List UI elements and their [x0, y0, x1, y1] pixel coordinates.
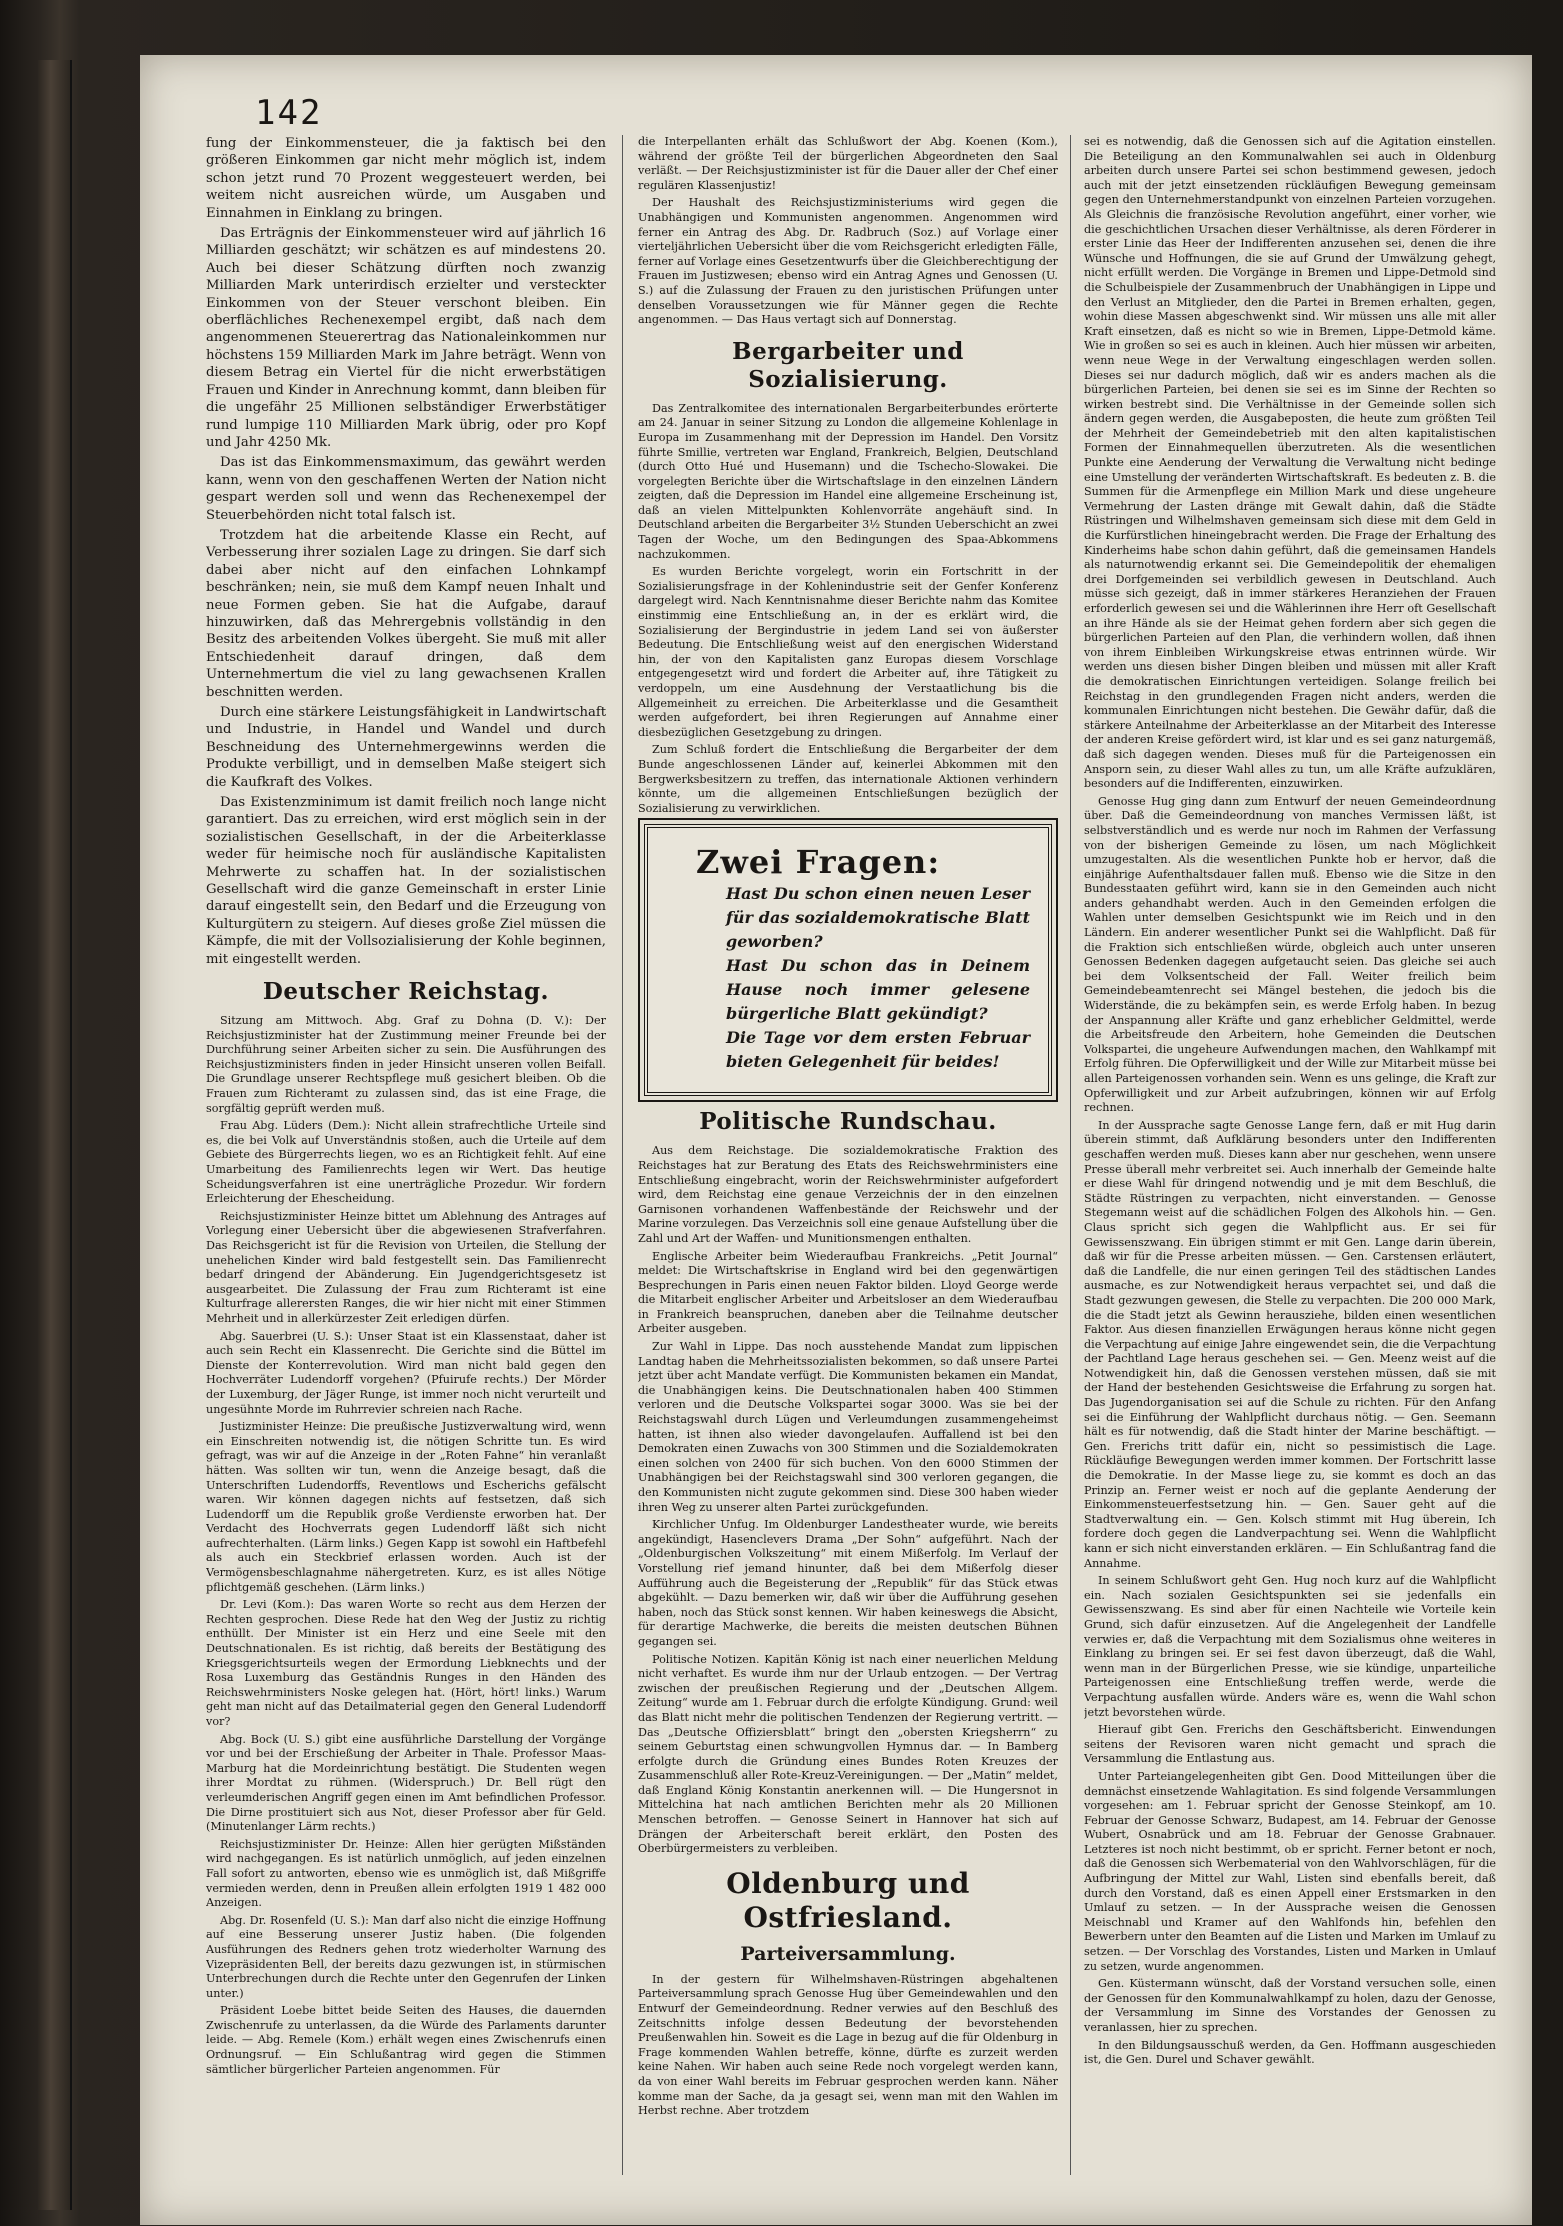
- column-rule: [1070, 135, 1071, 2175]
- bergarbeiter-article: [638, 402, 1058, 817]
- section-heading-bergarbeiter: Bergarbeiter und Sozialisierung.: [732, 337, 964, 393]
- article-paragraph: Englische Arbeiter beim Wiederaufbau Frankreichs. „Petit Journal“ meldet: Die Wirtschaftskrise in England wird bei den gegenwärtigen Besprechungen in Paris einen neuen Faktor bilden. Lloyd George werde die Mitarbeit englischer Arbeiter und Arbeitsloser an dem Wiederaufbau in Frankreich beanspruchen, daneben aber die Teilnahme deutscher Arbeiter ausgeben.: [638, 1249, 1058, 1336]
- report-paragraph: Abg. Dr. Rosenfeld (U. S.): Man darf also nicht die einzige Hoffnung auf eine Besserung unserer Justiz haben. (Die folgenden Ausführungen des Redners gehen trotz wiederholter Warnung des Vizepräsidenten Bell, der bereits dazu gezwungen ist, in stürmischen Unterbrechungen durch die Rechte unter den Gegenrufen der Linken unter.): [206, 1913, 606, 2000]
- article-paragraph: sei es notwendig, daß die Genossen sich auf die Agitation einstellen. Die Beteiligung an den Kommunalwahlen sei auch in Oldenburg arbeiten durch unsere Partei sei schon bestimmend gewesen, jedoch auch mit der jetzt einsetzenden rückläufigen Bewegung gemeinsam gegen den Unternehmerstandpunkt von einzelnen Parteien vorzugehen. Als Gleichnis die französische Revolution angeführt, einer vorher, wie die geschichtlichen Ursachen dieser Verhältnisse, als deren Förderer in erster Linie das Heer der Indifferenten anzusehen sei, denen die ihre Wünsche und Hoffnungen, die sie auf Grund der Umwälzung gehegt, nicht erfüllt werden. Die Vorgänge in Bremen und Lippe-Detmold sind die Schulbeispiele der Zusammenbruch der Unabhängigen in Lippe und den Verlust an Mitglieder, den die Partei in Bremen erhalten, gegen, wohin diese Massen abgeschwenkt sind. Wir müssen uns alle mit aller Kraft einsetzen, daß es nicht so wie in Bremen, Lippe-Detmold käme. Wie in großen so sei es auch in kleinen. Auch hier müssen wir arbeiten, wenn neue Wege in der Verwaltung eingeschlagen werden sollen. Dieses sei nur dadurch möglich, daß wir es anders machen als die bürgerlichen Parteien, bei denen sie sei es im Sinne der Rechten so wirken bestrebt sind. Die Verhältnisse in der Gemeinde sollen sich ändern gegen werden, die Ausgabeposten, die heute zum größten Teil der Mehrheit der Gemeindebetrieb mit den alten kapitalistischen Formen der Einnahmequellen überzutreten. Als die wesentlichen Punkte eine Aenderung der Verwaltung die Verwaltung nicht bedinge eine Umstellung der veränderten Wirtschaftskraft. Es bedeuten z. B. die Summen für die Armenpflege ein Million Mark und diese ungeheure Vermehrung der Lasten dränge mit Gewalt dahin, daß die Städte Rüstringen und Wilhelmshaven gemeinsam sich diese mit dem Geld in die Kurfürstlichen hineingebracht werden. Die Frage der Erhaltung des Kinderheims habe schon dahin geführt, daß die gemeinsamen Handels als naturnotwendig erkannt sei. Die Gemeindepolitik der ehemaligen drei Dorfgemeinden sei verbildlich gewesen in Deutschland. Auch müsse sich gezeigt, daß in immer stärkeres Heranziehen der Frauen erforderlich gewesen sei und die Wählerinnen ihre Herr oft Gesellschaft an ihre Hände als sie der Heimat gehen fordern aber sich gegen die bürgerlichen Parteien auf den Plan, die verhindern wollen, daß ihnen von ihrem Einbleiben Wirkungskreise etwas entrinnen würde. Wir werden uns diesen bisher Dingen bleiben und müssen mit aller Kraft die demokratischen Einrichtungen verteidigen. Solange freilich bei Reichstag in den grundlegenden Fragen nicht anders, werden die kommunalen Einrichtungen nicht bestehen. Die Gewähr dafür, daß die stärkere Anteilnahme der Arbeiterklasse an der Mitarbeit des Interesse der anderen Kreise gefördert wird, ist klar und es sei ganz naturgemäß, daß sich dagegen wenden. Dieses muß für die Parteigenossen ein Ansporn sein, zu dieser Wahl alles zu tun, um alle Kräfte aufzuklären, besonders auf die Indifferenten, einzuwirken.: [1084, 135, 1496, 791]
- article-paragraph: Kirchlicher Unfug. Im Oldenburger Landestheater wurde, wie bereits angekündigt, Hasenclevers Drama „Der Sohn“ aufgeführt. Nach der „Oldenburgischen Volkszeitung“ mit einem Mißerfolg. Im Verlauf der Vorstellung rief jemand hinunter, daß bei dem Mißerfolg dieser Aufführung auch die Begeisterung der „Republik“ für das Stück etwas abgekühlt. — Dazu bemerken wir, daß wir über die Aufführung gesehen haben, noch das Stück sonst kennen. Wir haben keineswegs die Absicht, für derartige Machwerke, die bereits die meisten deutschen Bühnen gegangen sei.: [638, 1518, 1058, 1648]
- section-heading-reichstag: Deutscher Reichstag.: [262, 978, 550, 1006]
- article-paragraph: Politische Notizen. Kapitän König ist nach einer neuerlichen Meldung nicht verhaftet. Es wurde ihm nur der Urlaub entzogen. — Der Vertrag zwischen der preußischen Regierung und der „Deutschen Allgem. Zeitung“ wurde am 1. Februar durch die erfolgte Kündigung. Grund: weil das Blatt nicht mehr die politischen Tendenzen der Regierung vertritt. — Das „Deutsche Offiziersblatt“ bringt den „obersten Kriegsherrn“ zu seinem Geburtstag einen schwungvollen Hymnus dar. — In Bamberg erfolgte durch die Gründung eines Bundes Roten Kreuzes der Zusammenschluß aller Rote-Kreuz-Vereinigungen. — Der „Matin“ meldet, daß England König Konstantin anerkennen will. — Die Hungersnot in Mittelchina hat nach amtlichen Berichten mehr als 20 Millionen Menschen betroffen. — Genosse Seinert in Hannover hat sich auf Drängen der Arbeiterschaft bereit erklärt, den Posten des Oberbürgermeisters zu verbleiben.: [638, 1652, 1058, 1856]
- article-paragraph: Aus dem Reichstage. Die sozialdemokratische Fraktion des Reichstages hat zur Beratung des Etats des Reichswehrministers eine Entschließung eingebracht, worin der Reichswehrminister aufgefordert wird, dem Reichstag eine genaue Verzeichnis der in den einzelnen Garnisonen vorhandenen Waffenbestände der Reichswehr und der Marine vorzulegen. Das Verzeichnis soll eine genaue Aufstellung über die Zahl und Art der Waffen- und Munitionsmengen enthalten.: [638, 1144, 1058, 1245]
- article-paragraph: Gen. Küstermann wünscht, daß der Vorstand versuchen solle, einen der Genossen für den Kommunalwahlkampf zu holen, dazu der Genosse, der Versammlung im Sinne des Vorstandes der Genossen zu veranlassen, hier zu sprechen.: [1084, 1977, 1496, 2034]
- article-paragraph: Trotzdem hat die arbeitende Klasse ein Recht, auf Verbesserung ihrer sozialen Lage zu dringen. Sie darf sich dabei aber nicht auf den einfachen Lohnkampf beschränken; nein, sie muß dem Kampf neuen Inhalt und neue Formen geben. Sie hat die Aufgabe, darauf hinzuwirken, daß das Mehrergebnis vollständig in den Besitz des arbeitenden Volkes übergeht. Sie muß mit aller Entschiedenheit darauf dringen, daß dem Unternehmertum die viel zu lang gewachsenen Krallen beschnitten werden.: [206, 527, 606, 700]
- article-paragraph: In der Aussprache sagte Genosse Lange fern, daß er mit Hug darin überein stimmt, daß Aufklärung besonders unter den Indifferenten geschaffen werden muß. Dieses kann aber nur geschehen, wenn unsere Presse überall mehr verbreitet sei. Auch innerhalb der Gemeinde halte er diese Wahl für dringend notwendig und je mit dem Beschluß, die Städte Rüstringen zu verpachten, nicht einverstanden. — Genosse Stegemann weist auf die schädlichen Folgen des Alkohols hin. — Gen. Claus spricht sich gegen die Wahlpflicht aus. Er sei für Gewissenszwang. Ein übrigen stimmt er mit Gen. Lange darin überein, daß wir für die Presse arbeiten müssen. — Gen. Carstensen erläutert, daß die Landfelle, die nur einen geringen Teil des städtischen Landes ausmache, es zur Notwendigkeit heraus verpachtet sei, und daß die Stadt gezwungen gewesen, die Stelle zu verpachten. Die 200 000 Mark, die die Stadt jetzt als Gewinn herausziehe, bilden einen wesentlichen Faktor. Aus diesen finanziellen Erwägungen heraus könne nicht gegen die Verpachtung auf einige Jahre eingewendet sein, die die Verpachtung der Pachtland Lage heraus geschehen sei. — Gen. Meenz weist auf die Notwendigkeit hin, daß die Genossen verstehen müssen, daß sie mit der Hand der bestehenden Gesichtsweise die Erfahrung zu sorgen hat. Das Jugendorganisation sei auf die Schule zu richten. Für den Anfang sei die Einführung der Wahlpflicht durchaus nötig. — Gen. Seemann hält es für notwendig, daß die Stadt hinter der Marine beschäftigt. — Gen. Frerichs tritt dafür ein, nicht so pessimistisch die Lage. Rückläufige Bewegungen werden immer kommen. Der Fortschritt lasse die Demokratie. In der Masse liege zu, sie kommt es doch an das Prinzip an. Ferner weist er noch auf die geplante Aenderung der Einkommensteuerfestsetzung hin. — Gen. Sauer geht auf die Stadtverwaltung ein. — Gen. Kolsch stimmt mit Hug überein, Ich fordere doch gegen die Landverpachtung sei. Wenn die Wahlpflicht kann er sich nicht einverstanden erklären. — Ein Schlußantrag fand die Annahme.: [1084, 1118, 1496, 1570]
- column-middle: [638, 135, 1058, 2185]
- article-paragraph: Es wurden Berichte vorgelegt, worin ein Fortschritt in der Sozialisierungsfrage in der Kohlenindustrie seit der Genfer Konferenz dargelegt wird. Nach Kenntnisnahme dieser Berichte nahm das Komitee einstimmig eine Entschließung an, in der es erklärt wird, die Sozialisierung der Bergindustrie in jedem Land sei von äußerster Bedeutung. Die Entschließung weist auf den energischen Widerstand hin, der von den Kapitalisten ganz Europas diesem Vorschlage entgegengesetzt wird und fordert die Arbeiter auf, ihre Tätigkeit zu verdoppeln, um eine Ausdehnung der Verstaatlichung bis die Allgemeinheit zu erreichen. Die Arbeiterklasse und die Gesamtheit werden aufgefordert, bei ihren Regierungen auf Annahme einer diesbezüglichen Gesetzgebung zu dringen.: [638, 565, 1058, 739]
- article-paragraph: Das Erträgnis der Einkommensteuer wird auf jährlich 16 Milliarden geschätzt; wir schätzen es auf mindestens 20. Auch bei dieser Schätzung dürften noch zwanzig Milliarden Mark unterirdisch erzielter und versteckter Einkommen von der Steuer verschont bleiben. Ein oberflächliches Rechenexempel ergibt, daß nach dem angenommenen Steuerertrag das Nationaleinkommen nur höchstens 159 Milliarden Mark im Jahre beträgt. Wenn von diesem Betrag ein Viertel für die nicht erwerbstätigen Frauen und Kinder in Anrechnung kommt, dann bleiben für die ungefähr 25 Millionen selbständiger Erwerbstätiger rund lumpige 110 Milliarden Mark übrig, oder pro Kopf und Jahr 4250 Mk.: [206, 226, 606, 450]
- newspaper-page: [140, 55, 1532, 2225]
- ad-line: Hast Du schon einen neuen Leser für das sozialdemokratische Blatt geworben?: [726, 884, 1030, 952]
- report-paragraph: die Interpellanten erhält das Schlußwort der Abg. Koenen (Kom.), während der größte Teil der bürgerlichen Abgeordneten den Saal verläßt. — Der Reichsjustizminister ist für die Dauer aller der Chef einer regulären Klassenjustiz!: [638, 135, 1058, 192]
- ad-line: Hast Du schon das in Deinem Hause noch immer gelesene bürgerliche Blatt gekündigt?: [726, 956, 1030, 1024]
- report-paragraph: Frau Abg. Lüders (Dem.): Nicht allein strafrechtliche Urteile sind es, die bei Volk auf Unverständnis stoßen, auch die Urteile auf dem Gebiete des Bürgerrechts liegen, wo es an Richtigkeit fehlt. Auf eine Umarbeitung des Familienrechts legen wir Wert. Das heutige Scheidungsverfahren ist eine unerträgliche Prozedur. Wir fordern Erleichterung der Ehescheidung.: [206, 1119, 606, 1206]
- reichstag-continuation: [638, 135, 1058, 328]
- article-paragraph: Durch eine stärkere Leistungsfähigkeit in Landwirtschaft und Industrie, in Handel und Wandel und durch Beschneidung des Unternehmergewinns werden die Produkte verbilligt, und in demselben Maße steigert sich die Kaufkraft des Volkes.: [206, 705, 606, 790]
- report-paragraph: Präsident Loebe bittet beide Seiten des Hauses, die dauernden Zwischenrufe zu unterlassen, da die Würde des Parlaments darunter leide. — Abg. Remele (Kom.) erhält wegen eines Zwischenrufs einen Ordnungsruf. — Ein Schlußantrag wird gegen die Stimmen sämtlicher bürgerlicher Parteien angenommen. Für: [206, 2004, 606, 2076]
- article-paragraph: In seinem Schlußwort geht Gen. Hug noch kurz auf die Wahlpflicht ein. Nach sozialen Gesichtspunkten sei sie jedenfalls ein Gewissenszwang. Es sind aber für einen Nachteile wie Vorteile kein Grund, sich dafür einzusetzen. Auf die Angelegenheit der Landfelle verwies er, daß die Verpachtung mit dem Sozialismus ohne weiteres in Einklang zu bringen sei. Er sei fest davon überzeugt, daß die Wahl, wenn man in der Bürgerlichen Presse, wie sie kündige, unparteiliche Parteigenossen eine Entschließung treffen werde, werde die Verpachtung ausfallen würde. Anders wäre es, wenn die Wahl schon jetzt bevorstehen würde.: [1084, 1574, 1496, 1719]
- report-paragraph: Reichsjustizminister Heinze bittet um Ablehnung des Antrages auf Vorlegung einer Uebersicht über die abgewiesenen Strafverfahren. Das Reichsgericht ist für die Revision von Urteilen, die Stellung der unehelichen Kinder wird bald festgestellt sein. Das Familienrecht bedarf dringend der Abänderung. Ein Jugendgerichtsgesetz ist ausgearbeitet. Die Zulassung der Frau zum Richteramt ist eine Kulturfrage allerersten Ranges, die wir hier nicht mit einer Stimmen Mehrheit und in allerkürzester Zeit erledigen dürfen.: [206, 1209, 606, 1325]
- article-paragraph: Unter Parteiangelegenheiten gibt Gen. Dood Mitteilungen über die demnächst einsetzende Wahlagitation. Es sind folgende Versammlungen vorgesehen: am 1. Februar spricht der Genosse Steinkopf, am 10. Februar der Genosse Schwarz, Budapest, am 14. Februar der Genosse Wubert, Osnabrück und am 18. Februar der Genosse Grabnauer. Letzteres ist noch nicht bestimmt, ob er spricht. Ferner betont er noch, daß die Genossen sich Werbematerial von den Wahlvorschlägen, für die Aufbringung der Mittel zur Wahl, Listen sind ebenfalls bereit, daß durch den Vorstand, daß es einen Appell einer Erstsmarken in den Umlauf zu setzen. — In der Aussprache weisen die Genossen Meischnabl und Kramer auf den Wahlfonds hin, befehlen den Bewerbern unter den Beamten auf die Listen und Marken im Umlauf zu setzen. — Der Vorschlag des Vorstandes, Listen und Marken in Umlauf zu setzen, wurde angenommen.: [1084, 1769, 1496, 1973]
- oldenburg-article: [638, 1973, 1058, 2119]
- report-paragraph: Der Haushalt des Reichsjustizministeriums wird gegen die Unabhängigen und Kommunisten angenommen. Angenommen wird ferner ein Antrag des Abg. Dr. Radbruch (Soz.) auf Vorlage einer vierteljährlichen Uebersicht über die vom Reichsgericht erledigten Fälle, ferner auf Vorlage eines Gesetzentwurfs über die Gleichberechtigung der Frauen im Justizwesen; ebenso wird ein Antrag Agnes und Genossen (U. S.) auf die Zulassung der Frauen zu den juristischen Prüfungen unter denselben Voraussetzungen wie für Männer gegen die Rechte angenommen. — Das Haus vertagt sich auf Donnerstag.: [638, 196, 1058, 327]
- section-heading-rundschau: Politische Rundschau.: [699, 1108, 997, 1136]
- report-paragraph: Abg. Bock (U. S.) gibt eine ausführliche Darstellung der Vorgänge vor und bei der Erschießung der Arbeiter in Thale. Professor Maas-Marburg hat die Mordeinrichtung bestätigt. Die Studenten wegen ihrer Mordtat zu rühmen. (Widerspruch.) Dr. Bell rügt den verleumderischen Angriff gegen einen im Amt befindlichen Professor. Die Dirne prostituiert sich aus Not, dieser Professor aber für Geld. (Minutenlanger Lärm rechts.): [206, 1732, 606, 1834]
- article-paragraph: In der gestern für Wilhelmshaven-Rüstringen abgehaltenen Parteiversammlung sprach Genosse Hug über Gemeindewahlen und den Entwurf der Gemeindeordnung. Redner verwies auf den Beschluß des Zeitschnitts infolge dessen Bedeutung der bevorstehenden Preußenwahlen hin. Soweit es die Lage in bezug auf die für Oldenburg in Frage kommenden Wahlen betreffe, könne, dürfte es zurzeit werden keine Nahen. Wir haben auch seine Rede noch vorgelegt werden kann, da von einer Wahl bereits im Februar gesprochen werden kann. Näher komme man der Sache, da ja gesagt sei, wenn man mit den Wahlen im Herbst rechne. Aber trotzdem: [638, 1972, 1058, 2118]
- ad-line: Die Tage vor dem ersten Februar bieten Gelegenheit für beides!: [726, 1028, 1030, 1072]
- article-paragraph: Zur Wahl in Lippe. Das noch ausstehende Mandat zum lippischen Landtag haben die Mehrheitssozialisten bekommen, so daß unsere Partei jetzt über acht Mandate verfügt. Die Kommunisten bekamen ein Mandat, die Unabhängigen keins. Die Deutschnationalen haben 400 Stimmen verloren und die Deutsche Volkspartei sogar 3000. Was sie bei der Reichstagswahl durch Lügen und Verleumdungen zusammengeheimst hatten, ist ihnen also wieder davongelaufen. Auffallend ist bei den Demokraten einen Zuwachs von 300 Stimmen und die Sozialdemokraten einen solchen von 2400 für sich buchen. Von den 6000 Stimmen der Unabhängigen bei der Reichstagswahl sind 300 verloren gegangen, die den Kommunisten nicht zugute gekommen sind. Diese 300 haben wieder ihren Weg zu unserer alten Partei zurückgefunden.: [638, 1340, 1058, 1514]
- report-paragraph: Sitzung am Mittwoch. Abg. Graf zu Dohna (D. V.): Der Reichsjustizminister hat der Zustimmung meiner Freunde bei der Durchführung seiner Arbeiten sicher zu sein. Die Ausführungen des Reichsjustizministers finden in jeder Hinsicht unseren vollen Beifall. Die Grundlage unserer Rechtspflege muß gesichert bleiben. Ob die Frauen zum Richteramt zu zulassen sind, das ist eine Frage, die sorgfältig geprüft werden muß.: [206, 1014, 606, 1115]
- article-paragraph: Das Existenzminimum ist damit freilich noch lange nicht garantiert. Das zu erreichen, wird erst möglich sein in der sozialistischen Gesellschaft, in der die Arbeiterklasse weder für heimische noch für ausländische Kapitalisten Mehrwerte zu schaffen hat. In der sozialistischen Gesellschaft wird die ganze Gemeinschaft in erster Linie darauf eingestellt sein, den Bedarf und die Erzeugung von Kulturgütern zu steigern. Auf dieses große Ziel müssen die Kämpfe, die mit der Vollsozialisierung der Kohle beginnen, mit eingestellt werden.: [206, 795, 606, 967]
- column-right: [1084, 135, 1496, 2185]
- report-paragraph: Justizminister Heinze: Die preußische Justizverwaltung wird, wenn ein Einschreiten notwendig ist, die nötigen Schritte tun. Es wird gefragt, was wir auf die Anzeige in der „Roten Fahne“ hin veranlaßt hätten. Was sollten wir tun, wenn die Anzeige besagt, daß die Unterschriften Ludendorffs, Reventlows und Escherichs gefälscht waren. Wir können dagegen nichts auf festsetzen, daß sich Ludendorff um die Republik große Verdienste erworben hat. Der Verdacht des Hochverrats gegen Ludendorff läßt sich nicht aufrechterhalten. (Lärm links.) Gegen Kapp ist sowohl ein Haftbefehl als auch ein Steckbrief erlassen worden. Auch ist der Vermögensbeschlagnahme nähergetreten. Kurz, es ist alles Nötige pflichtgemäß geschehen. (Lärm links.): [206, 1420, 606, 1594]
- reichstag-report: [206, 1014, 606, 2077]
- article-paragraph: Das ist das Einkommensmaximum, das gewährt werden kann, wenn von den geschaffenen Werten der Nation nicht gespart werden soll und wenn das Rechenexempel der Steuerbehörden nicht total falsch ist.: [206, 455, 606, 523]
- article-paragraph: Hierauf gibt Gen. Frerichs den Geschäftsbericht. Einwendungen seitens der Revisoren waren nicht gemacht und sprach die Versammlung die Entlastung aus.: [1084, 1723, 1496, 1766]
- article-paragraph: Das Zentralkomitee des internationalen Bergarbeiterbundes erörterte am 24. Januar in seiner Sitzung zu London die allgemeine Kohlenlage in Europa im Zusammenhang mit der Depression im Handel. Den Vorsitz führte Smillie, vertreten war England, Frankreich, Belgien, Deutschland (durch Otto Hué und Husemann) und die Tschecho-Slowakei. Die vorgelegten Berichte über die Wirtschaftslage in den einzelnen Ländern zeigten, daß die Depression im Handel eine allgemeine Erscheinung ist, daß an vielen Mittelpunkten Kohlenvorräte angehäuft sind. In Deutschland arbeiten die Bergarbeiter 3½ Stunden Ueberschicht an zwei Tagen der Woche, um den Bedingungen des Spaa-Abkommens nachzukommen.: [638, 401, 1058, 561]
- rundschau-article: [638, 1144, 1058, 1857]
- book-binding: [38, 60, 72, 2210]
- article-paragraph: Zum Schluß fordert die Entschließung die Bergarbeiter der dem Bunde angeschlossenen Länder auf, keinerlei Abkommen mit den Bergwerksbesitzern zu treffen, das internationale Aktionen verhindern könnte, um die allgemeinen Entschließungen bezüglich der Sozialisierung zu verwirklichen.: [638, 743, 1058, 815]
- sub-heading-parteiversammlung: Parteiversammlung.: [740, 1942, 956, 1965]
- report-paragraph: Abg. Sauerbrei (U. S.): Unser Staat ist ein Klassenstaat, daher ist auch sein Recht ein Klassenrecht. Die Gerichte sind die Büttel im Dienste der Konterrevolution. Wird man nicht bald gegen den Hochverräter Ludendorff vorgehen? (Pfuirufe rechts.) Der Mörder der Luxemburg, der Jäger Runge, ist immer noch nicht verurteilt und ungesühnte Morde im Ruhrrevier schreien nach Rache.: [206, 1329, 606, 1416]
- report-paragraph: Dr. Levi (Kom.): Das waren Worte so recht aus dem Herzen der Rechten gesprochen. Diese Rede hat den Weg der Justiz zu richtig enthüllt. Der Minister ist ein Herz und eine Seele mit den Deutschnationalen. Es ist richtig, daß bereits der Bestätigung des Kriegsgerichtsurteils wegen der Ermordung Liebknechts und der Rosa Luxemburg das Geständnis Runges in den Händen des Reichswehrministers Noske gelegen hat. (Hört, hört! links.) Warum geht man nicht auf das Detailmaterial gegen den General Ludendorff vor?: [206, 1598, 606, 1728]
- ad-title: Zwei Fragen:: [696, 843, 941, 882]
- article-paragraph: In den Bildungsausschuß werden, da Gen. Hoffmann ausgeschieden ist, die Gen. Durel und Schaver gewählt.: [1084, 2038, 1496, 2067]
- page-number: 142: [255, 93, 323, 133]
- report-paragraph: Reichsjustizminister Dr. Heinze: Allen hier gerügten Mißständen wird nachgegangen. Es ist natürlich unmöglich, auf jeden einzelnen Fall sofort zu antworten, ebenso wie es unmöglich ist, daß Mißgriffe vermieden werden, denn in Preußen allein erfolgten 1919 1 482 000 Anzeigen.: [206, 1837, 606, 1910]
- article-paragraph: fung der Einkommensteuer, die ja faktisch bei den größeren Einkommen gar nicht mehr möglich ist, indem schon jetzt rund 70 Prozent weggesteuert werden, bei weitem nicht ausreichen würde, um Ausgaben und Einnahmen in Einklang zu bringen.: [206, 136, 606, 221]
- article-paragraph: Genosse Hug ging dann zum Entwurf der neuen Gemeindeordnung über. Daß die Gemeindeordnung von manches Vermissen läßt, ist selbstverständlich und es werde nur noch im Rahmen der Verfassung von der bisherigen Gemeinde zu lösen, um nach Möglichkeit umzugestalten. Als die wesentlichen Punkte hob er hervor, daß die einjährige Aufenthaltsdauer fallen muß. Ebenso wie die Sitze in den Bundesstaaten geführt wird, kann sie in den Gemeinden auch nicht anders gehandhabt werden. Auch in den Gemeinden erfolgen die Wahlen unter demselben Gesichtspunkt wie im Reich und in den Ländern. Ein anderer wesentlicher Punkt sei die Wahlpflicht. Daß für die Fraktion sich entschließen würde, obgleich auch unter unseren Genossen Bedenken dagegen aufgetaucht seien. Das gleiche sei auch bei dem Volksentscheid der Fall. Weiter freilich beim Gemeindebeamtenrecht sei Mängel bestehen, die jedoch bis die Widerstände, die zu bekämpfen sein, es werde Erfolg haben. In bezug der Anspannung aller Kräfte und ganz erheblicher Geldmittel, werde die Arbeitsfreude den Arbeitern, hohe Gemeinden die Deutschen Volkspartei, die ungeheure Aufwendungen machen, den Wahlkampf mit Erfolg führen. Die Opferwilligkeit und der Wille zur Mitarbeit müsse bei allen Parteigenossen vorhanden sein. Wenn es uns gelinge, die Kraft zur Opferwilligkeit und zur Arbeit aufzubringen, können wir auf Erfolg rechnen.: [1084, 794, 1496, 1115]
- advertisement-box: [644, 824, 1052, 1096]
- column-left: [206, 135, 606, 2185]
- column-rule: [622, 135, 623, 2175]
- section-heading-oldenburg: Oldenburg und Ostfriesland.: [726, 1866, 970, 1934]
